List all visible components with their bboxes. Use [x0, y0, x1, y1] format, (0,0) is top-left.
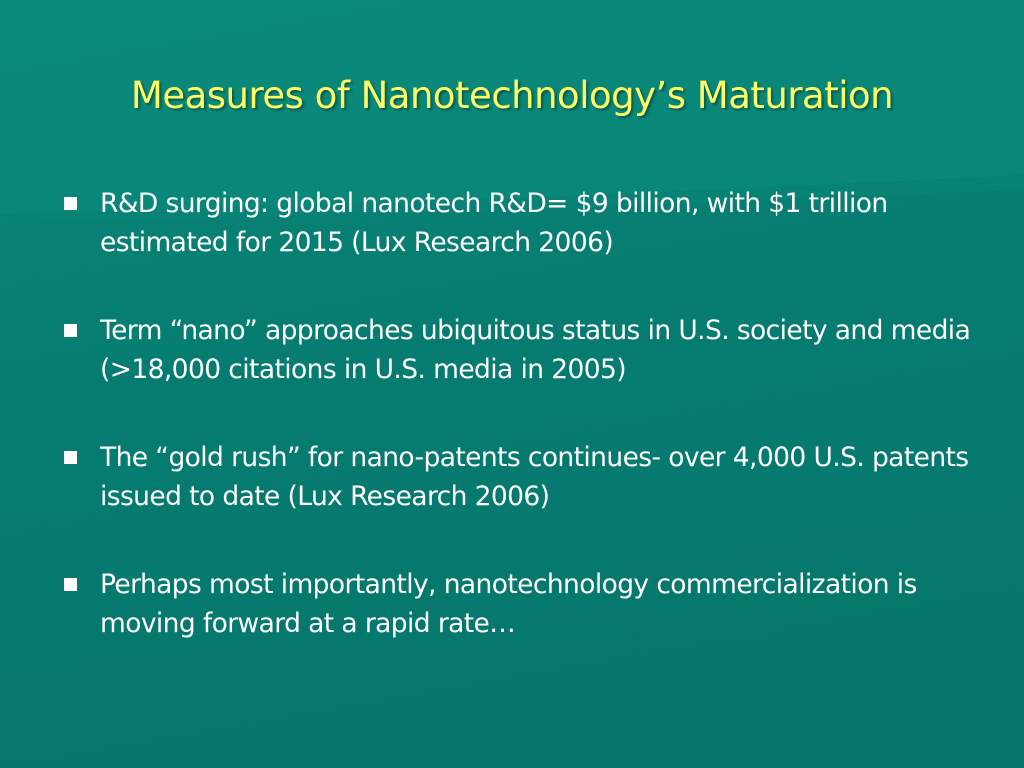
bullet-item — [62, 565, 982, 643]
bullet-item — [62, 311, 982, 389]
bullet-item — [62, 438, 982, 516]
square-bullet-icon — [64, 197, 77, 210]
bullet-item — [62, 184, 982, 262]
bullet-text: Term “nano” approaches ubiquitous status in U.S. society and media (>18,000 citations in U.S. media in 2005) — [100, 315, 971, 385]
slide-title: Measures of Nanotechnology’s Maturation — [130, 74, 894, 117]
square-bullet-icon — [64, 324, 77, 337]
bullet-list — [62, 184, 982, 692]
bullet-text: The “gold rush” for nano-patents continues- over 4,000 U.S. patents issued to date (Lux Research 2006) — [100, 442, 969, 512]
square-bullet-icon — [64, 451, 77, 464]
bullet-text: R&D surging: global nanotech R&D= $9 billion, with $1 trillion estimated for 2015 (Lux Research 2006) — [100, 188, 888, 258]
square-bullet-icon — [64, 578, 77, 591]
bullet-text: Perhaps most importantly, nanotechnology commercialization is moving forward at a rapid rate… — [100, 569, 917, 639]
